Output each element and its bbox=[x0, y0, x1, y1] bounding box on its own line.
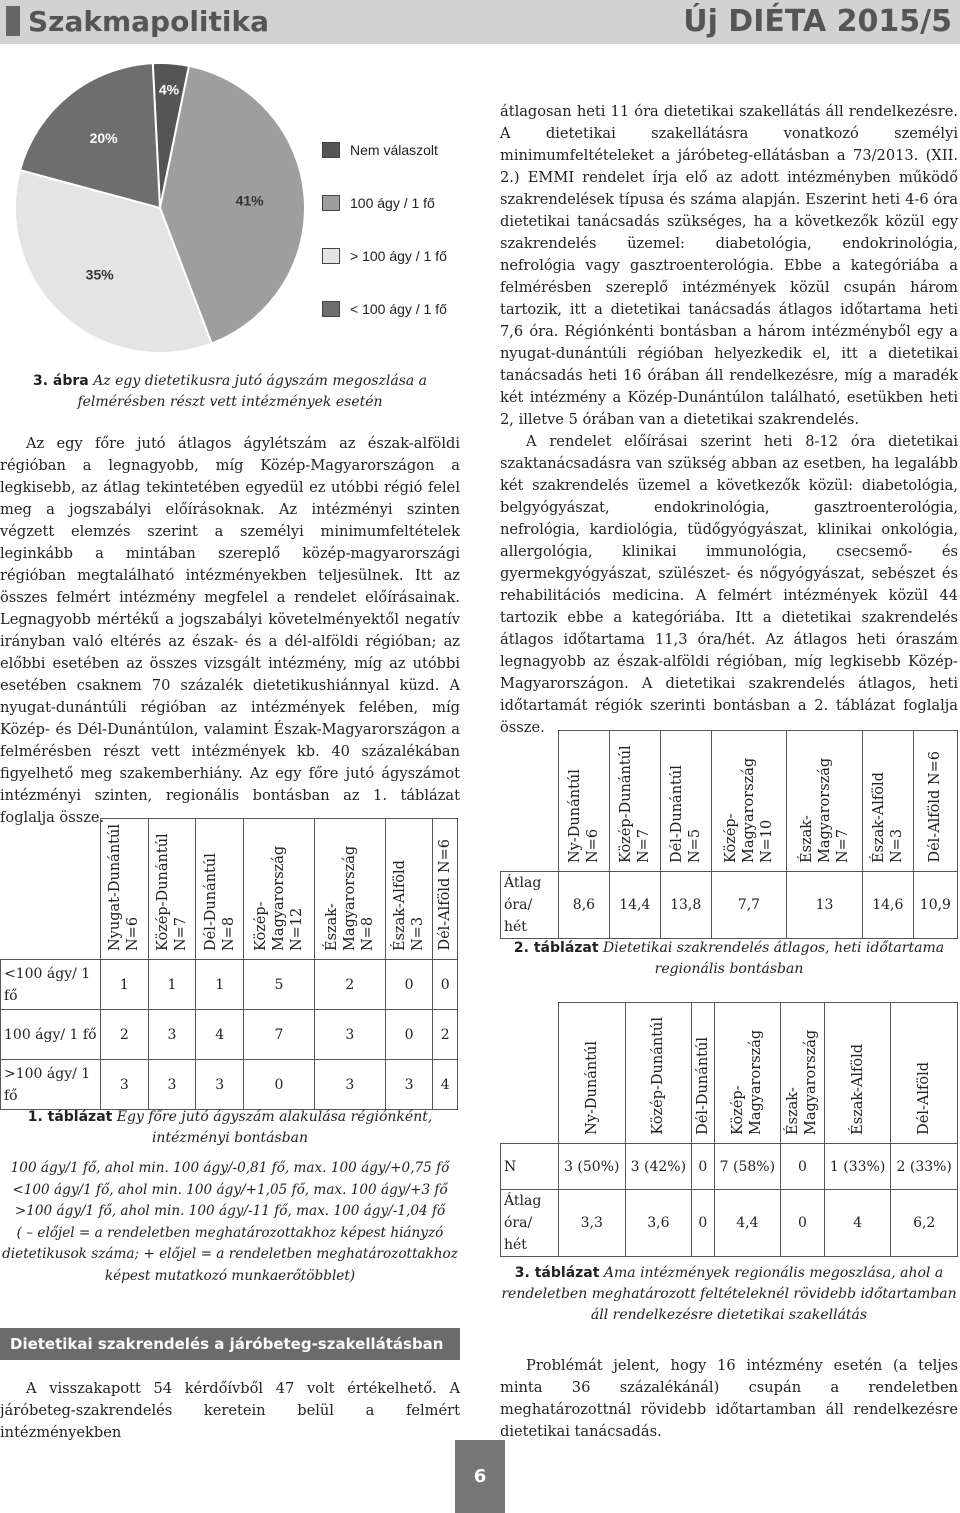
column-header: Észak-Magyarország N=7 bbox=[787, 731, 863, 872]
table-cell: 7,7 bbox=[711, 872, 787, 939]
column-header: Közép-Dunántúl N=7 bbox=[609, 731, 660, 872]
table-cell: 4 bbox=[824, 1190, 891, 1257]
legend-label: > 100 ágy / 1 fő bbox=[350, 248, 447, 264]
table3-caption: 3. táblázat Ama intézmények regionális megoszlása, ahol a rendeletben meghatározott feltételeknél rövidebb időtartamban áll rendelkezésre dietetikai szakellátás bbox=[501, 1265, 957, 1323]
pie-slice-label: 35% bbox=[85, 266, 114, 283]
pie-chart bbox=[0, 62, 320, 362]
column-header: Ny-Dunántúl N=6 bbox=[559, 731, 610, 872]
table-cell: 2 (33%) bbox=[891, 1144, 958, 1190]
pie-slice-label: 41% bbox=[235, 192, 264, 209]
column-header: Dél-Dunántúl N=8 bbox=[196, 819, 244, 960]
table-cell: 3 bbox=[148, 1060, 196, 1110]
right-bottom-text: Problémát jelent, hogy 16 intézmény esetén (a teljes minta 36 százalékánál) csupán a rendeletben meghatározottnál rövidebb időtartamban áll rendelkezésre dietetikai tanácsadás. bbox=[500, 1357, 958, 1440]
table-row bbox=[501, 1190, 958, 1257]
figure3-caption: 3. ábra Az egy dietetikusra jutó ágyszám megoszlása a felmérésben részt vett intézmények esetén bbox=[32, 373, 428, 410]
section-heading: Dietetikai szakrendelés a járóbeteg-szakellátásban bbox=[0, 1328, 460, 1360]
header-marker bbox=[6, 6, 20, 36]
table-corner bbox=[501, 731, 559, 872]
table1-caption: 1. táblázat Egy főre jutó ágyszám alakulása régiónként, intézményi bontásban bbox=[27, 1109, 433, 1146]
table-cell: 0 bbox=[385, 960, 433, 1010]
table-cell: 0 bbox=[692, 1144, 714, 1190]
table-cell: 0 bbox=[692, 1190, 714, 1257]
table-cell: 0 bbox=[244, 1060, 315, 1110]
table-cell: 7 bbox=[244, 1010, 315, 1060]
table-row bbox=[1, 960, 458, 1010]
legend-item bbox=[322, 246, 522, 266]
column-header: Közép-Dunántúl bbox=[625, 1003, 692, 1144]
table-cell: 2 bbox=[101, 1010, 149, 1060]
table3 bbox=[500, 1002, 958, 1257]
right-column-text bbox=[500, 101, 958, 739]
left-column-text bbox=[0, 433, 460, 829]
table-cell: 0 bbox=[385, 1010, 433, 1060]
paragraph: A rendelet előírásai szerint heti 8-12 óra dietetikai szaktanácsadásra van szükség abban az esetben, ha legalább két szakrendelés üzemel a következők közül: diabetológia, belgyógyászat, endokrinológia, gasztroenterológia, nefrológia, kardiológia, tüdőgyógyászat, klinikai onkológia, allergológia, klinikai immunológia, csecsemő- és gyermekgyógyászat, szülészet- és nőgyógyászat, sebészet és rehabilitációs medicina. A felmért intézmények közül 44 tartozik ebbe a kategóriába. Itt a dietetikai szakrendelés átlagos időtartama 11,3 óra/hét. Az átlagos heti óraszám legnagyobb az észak-alföldi régióban, míg legkisebb Közép-Magyarországon. A dietetikai szakrendelés átlagos, heti időtartamát régiók szerinti bontásban a 2. táblázat foglalja össze. bbox=[500, 433, 958, 736]
table-cell: 0 bbox=[781, 1144, 825, 1190]
column-header: Ny-Dunántúl bbox=[559, 1003, 626, 1144]
column-header: Dél-Dunántúl bbox=[692, 1003, 714, 1144]
journal-title: Új DIÉTA 2015/5 bbox=[683, 4, 952, 39]
table-cell: 2 bbox=[314, 960, 385, 1010]
table-corner bbox=[1, 819, 101, 960]
table-cell: 3 (50%) bbox=[559, 1144, 626, 1190]
table-cell: 0 bbox=[433, 960, 458, 1010]
legend-item bbox=[322, 193, 522, 213]
column-header: Észak-Alföld N=3 bbox=[862, 731, 913, 872]
column-header: Nyugat-Dunántúl N=6 bbox=[101, 819, 149, 960]
table2 bbox=[500, 730, 958, 939]
table-cell: 13 bbox=[787, 872, 863, 939]
table-cell: 2 bbox=[433, 1010, 458, 1060]
table-row bbox=[501, 872, 958, 939]
column-header: Észak-Alföld bbox=[824, 1003, 891, 1144]
table-cell: 3 bbox=[101, 1060, 149, 1110]
column-header: Dél-Alföld N=6 bbox=[433, 819, 458, 960]
table-cell: 8,6 bbox=[559, 872, 610, 939]
table-cell: 6,2 bbox=[891, 1190, 958, 1257]
column-header: Észak-Alföld N=3 bbox=[385, 819, 433, 960]
left-bottom-text: A visszakapott 54 kérdőívből 47 volt értékelhető. A járóbeteg-szakrendelés keretein belül a felmért intézményekben bbox=[0, 1380, 460, 1441]
table-cell: 3 bbox=[385, 1060, 433, 1110]
column-header: Észak-Magyarország bbox=[781, 1003, 825, 1144]
column-header: Észak-Magyarország N=8 bbox=[314, 819, 385, 960]
column-header: Közép-Magyarország bbox=[714, 1003, 781, 1144]
paragraph: Az egy főre jutó átlagos ágylétszám az észak-alföldi régióban a legnagyobb, míg Közép-Magyarországon a legkisebb, az átlag tekintetében egyedül ez utóbbi régió felel meg a jogszabályi előírásoknak. Az intézményi szinten végzett elemzés szerint a személyi minimumfeltételek leginkább a mintában szereplő közép-magyarországi régióban megtalálható intézményekben teljesülnek. Itt az összes felmért intézmény megfelel a rendelet előírásainak. Legnagyobb mértékű a jogszabályi követelményektől negatív irányban való eltérés az észak- és a dél-alföldi régióban; az előbbi esetében az összes vizsgált intézmény, míg az utóbbi esetében csaknem 70 százalék dietetikushiánnyal küzd. A nyugat-dunántúli régióban az intézmények felében, míg Közép- és Dél-Dunántúlon, valamint Észak-Magyarországon a felmérésben részt vett intézmények kb. 40 százalékában figyelhető meg szakemberhiány. Az egy főre jutó ágyszámot intézményi szinten, regionális bontásban az 1. táblázat foglalja össze. bbox=[0, 435, 460, 826]
table-cell: 1 bbox=[148, 960, 196, 1010]
column-header: Dél-Alföld N=6 bbox=[913, 731, 957, 872]
table-cell: 3 bbox=[196, 1060, 244, 1110]
table-cell: 4,4 bbox=[714, 1190, 781, 1257]
table1 bbox=[0, 818, 458, 1110]
table-cell: 5 bbox=[244, 960, 315, 1010]
table-cell: 13,8 bbox=[660, 872, 711, 939]
table-corner bbox=[501, 1003, 559, 1144]
table-cell: 3 bbox=[314, 1060, 385, 1110]
column-header: Közép-Magyarország N=12 bbox=[244, 819, 315, 960]
row-label: Átlag óra/ hét bbox=[501, 872, 559, 939]
section-title: Szakmapolitika bbox=[6, 0, 269, 44]
legend-swatch bbox=[322, 248, 340, 264]
table-cell: 3,6 bbox=[625, 1190, 692, 1257]
table-cell: 4 bbox=[433, 1060, 458, 1110]
page-header bbox=[0, 0, 960, 44]
table-cell: 10,9 bbox=[913, 872, 957, 939]
table-row bbox=[501, 1144, 958, 1190]
pie-slice-label: 20% bbox=[89, 130, 118, 147]
table2-caption: 2. táblázat Dietetikai szakrendelés átlagos, heti időtartama regionális bontásban bbox=[513, 940, 945, 977]
table-cell: 3 bbox=[148, 1010, 196, 1060]
table-cell: 3 (42%) bbox=[625, 1144, 692, 1190]
pie-slice-label: 4% bbox=[158, 81, 180, 98]
table-cell: 14,4 bbox=[609, 872, 660, 939]
row-label: >100 ágy/ 1 fő bbox=[1, 1060, 101, 1110]
table-cell: 3 bbox=[314, 1010, 385, 1060]
column-header: Dél-Alföld bbox=[891, 1003, 958, 1144]
row-label: 100 ágy/ 1 fő bbox=[1, 1010, 101, 1060]
column-header: Közép-Magyarország N=10 bbox=[711, 731, 787, 872]
row-label: <100 ágy/ 1 fő bbox=[1, 960, 101, 1010]
table-cell: 3,3 bbox=[559, 1190, 626, 1257]
table-row bbox=[1, 1010, 458, 1060]
legend-swatch bbox=[322, 301, 340, 317]
table1-notes: 100 ágy/1 fő, ahol min. 100 ágy/-0,81 fő, max. 100 ágy/+0,75 fő <100 ágy/1 fő, ahol min. 100 ágy/+1,05 fő, max. 100 ágy/+3 fő >100 ágy/1 fő, ahol min. 100 ágy/-11 fő, max. 100 ágy/-1,04 fő ( – előjel = a rendeletben meghatározottakhoz képest hiányzó dietetikusok száma; + előjel = a rendeletben meghatározottakhoz képest mutatkozó munkaerőtöbblet) bbox=[2, 1160, 458, 1284]
row-label: Átlag óra/ hét bbox=[501, 1190, 559, 1257]
legend-item bbox=[322, 140, 522, 160]
legend-label: Nem válaszolt bbox=[350, 142, 438, 158]
column-header: Közép-Dunántúl N=7 bbox=[148, 819, 196, 960]
paragraph: átlagosan heti 11 óra dietetikai szakellátás áll rendelkezésre. A dietetikai szakellátásra vonatkozó személyi minimumfeltételeket a járóbeteg-ellátásban a 73/2013. (XII. 2.) EMMI rendelet írja elő az adott intézményben működő szakrendelések típusa és száma alapján. Eszerint heti 4-6 óra dietetikai tanácsadás szükséges, ha a következők közül egy szakrendelés üzemel: diabetológia, endokrinológia, nefrológia vagy gasztroenterológia. Ebbe a kategóriába a felmérésben szereplő intézmények közül csupán három tartozik, itt a dietetikai tanácsadás átlagos időtartama heti 7,6 óra. Régiónkénti bontásban a három intézményből egy a nyugat-dunántúli régióban helyezkedik el, itt a dietetikai tanácsadás heti 16 órában áll rendelkezésre, míg a maradék két intézmény a Közép-Dunántúlon található, esetükben heti 2, illetve 5 órában van a dietetikai szakrendelés. bbox=[500, 103, 958, 428]
row-label: N bbox=[501, 1144, 559, 1190]
table-cell: 1 bbox=[101, 960, 149, 1010]
table-cell: 14,6 bbox=[862, 872, 913, 939]
table-cell: 1 (33%) bbox=[824, 1144, 891, 1190]
legend-label: < 100 ágy / 1 fő bbox=[350, 301, 447, 317]
legend-swatch bbox=[322, 195, 340, 211]
legend-label: 100 ágy / 1 fő bbox=[350, 195, 435, 211]
legend-item bbox=[322, 299, 522, 319]
column-header: Dél-Dunántúl N=5 bbox=[660, 731, 711, 872]
table-row bbox=[1, 1060, 458, 1110]
legend-swatch bbox=[322, 142, 340, 158]
page-number: 6 bbox=[455, 1440, 505, 1513]
table-cell: 4 bbox=[196, 1010, 244, 1060]
table-cell: 7 (58%) bbox=[714, 1144, 781, 1190]
table-cell: 0 bbox=[781, 1190, 825, 1257]
table-cell: 1 bbox=[196, 960, 244, 1010]
